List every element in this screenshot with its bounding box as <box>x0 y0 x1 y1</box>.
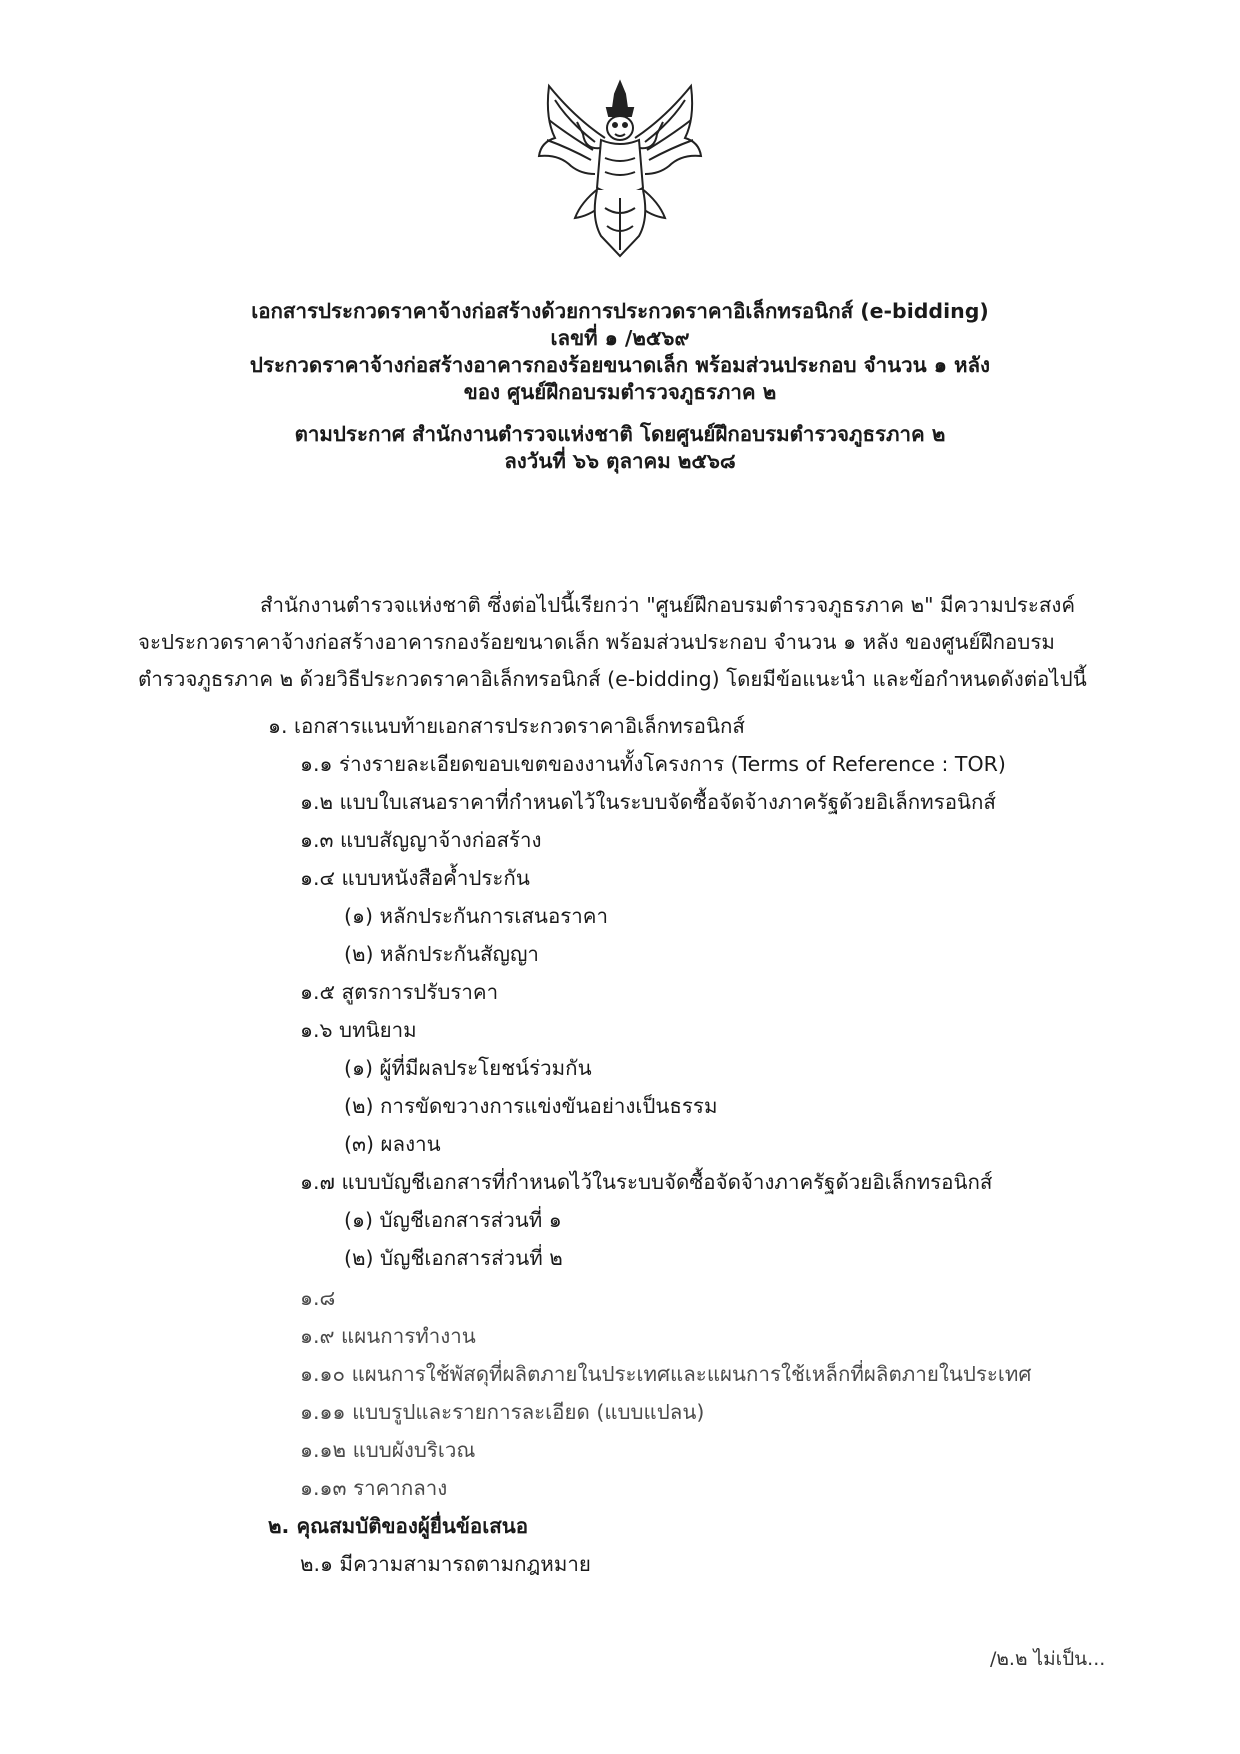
sub-list-item: (๑) ผู้ที่มีผลประโยชน์ร่วมกัน <box>344 1056 592 1080</box>
list-item: ๑.๓ แบบสัญญาจ้างก่อสร้าง <box>300 828 542 852</box>
project-title: ประกวดราคาจ้างก่อสร้างอาคารกองร้อยขนาดเล็ก พร้อมส่วนประกอบ จำนวน ๑ หลัง <box>249 353 991 377</box>
sub-list-item: (๑) หลักประกันการเสนอราคา <box>344 904 608 928</box>
project-owner: ของ ศูนย์ฝึกอบรมตำรวจภูธรภาค ๒ <box>463 380 777 404</box>
list-item: ๑.๘ <box>300 1286 336 1310</box>
intro-paragraph <box>138 587 1133 698</box>
list-item: ๑.๑๒ แบบผังบริเวณ <box>300 1438 476 1462</box>
list-item: ๑.๔ แบบหนังสือค้ำประกัน <box>300 866 530 890</box>
sub-list-item: (๓) ผลงาน <box>344 1132 441 1156</box>
garuda-emblem-icon <box>535 78 705 263</box>
section-heading: ๑. เอกสารแนบท้ายเอกสารประกวดราคาอิเล็กทรอนิกส์ <box>268 714 745 738</box>
page-continuation: /๒.๒ ไม่เป็น... <box>990 1648 1106 1670</box>
sub-list-item: (๑) บัญชีเอกสารส่วนที่ ๑ <box>344 1208 562 1232</box>
announcement-ref: ตามประกาศ สำนักงานตำรวจแห่งชาติ โดยศูนย์ฝึกอบรมตำรวจภูธรภาค ๒ <box>294 422 946 446</box>
list-item: ๑.๒ แบบใบเสนอราคาที่กำหนดไว้ในระบบจัดซื้อจัดจ้างภาครัฐด้วยอิเล็กทรอนิกส์ <box>300 790 996 814</box>
sub-list-item: (๒) การขัดขวางการแข่งขันอย่างเป็นธรรม <box>344 1094 718 1118</box>
intro-line: จะประกวดราคาจ้างก่อสร้างอาคารกองร้อยขนาดเล็ก พร้อมส่วนประกอบ จำนวน ๑ หลัง ของศูนย์ฝึกอบรม <box>138 630 1055 654</box>
document-header <box>0 298 1240 475</box>
list-item: ๑.๑๓ ราคากลาง <box>300 1476 448 1500</box>
intro-line: ตำรวจภูธรภาค ๒ ด้วยวิธีประกวดราคาอิเล็กทรอนิกส์ (e-bidding) โดยมีข้อแนะนำ และข้อกำหนดดังต่อไปนี้ <box>138 667 1087 691</box>
list-item: ๒.๑ มีความสามารถตามกฎหมาย <box>300 1552 591 1576</box>
list-item: ๑.๙ แผนการทำงาน <box>300 1324 476 1348</box>
sub-list-item: (๒) หลักประกันสัญญา <box>344 942 539 966</box>
list-item: ๑.๑๑ แบบรูปและรายการละเอียด (แบบแปลน) <box>300 1400 705 1424</box>
list-item: ๑.๖ บทนิยาม <box>300 1018 417 1042</box>
list-item: ๑.๑ ร่างรายละเอียดขอบเขตของงานทั้งโครงการ (Terms of Reference : TOR) <box>300 752 1006 776</box>
intro-line: สำนักงานตำรวจแห่งชาติ ซึ่งต่อไปนี้เรียกว่า "ศูนย์ฝึกอบรมตำรวจภูธรภาค ๒" มีความประสงค์ <box>260 593 1076 617</box>
section-heading: ๒. คุณสมบัติของผู้ยื่นข้อเสนอ <box>268 1514 529 1538</box>
list-item: ๑.๕ สูตรการปรับราคา <box>300 980 499 1004</box>
sub-list-item: (๒) บัญชีเอกสารส่วนที่ ๒ <box>344 1246 563 1270</box>
document-title: เอกสารประกวดราคาจ้างก่อสร้างด้วยการประกวดราคาอิเล็กทรอนิกส์ (e-bidding) <box>251 299 989 323</box>
list-item: ๑.๗ แบบบัญชีเอกสารที่กำหนดไว้ในระบบจัดซื้อจัดจ้างภาครัฐด้วยอิเล็กทรอนิกส์ <box>300 1170 993 1194</box>
document-number: เลขที่ ๑ /๒๕๖๙ <box>550 326 690 350</box>
list-item: ๑.๑๐ แผนการใช้พัสดุที่ผลิตภายในประเทศและแผนการใช้เหล็กที่ผลิตภายในประเทศ <box>300 1362 1032 1386</box>
announcement-date: ลงวันที่ ๖๖ ตุลาคม ๒๕๖๘ <box>504 449 736 473</box>
